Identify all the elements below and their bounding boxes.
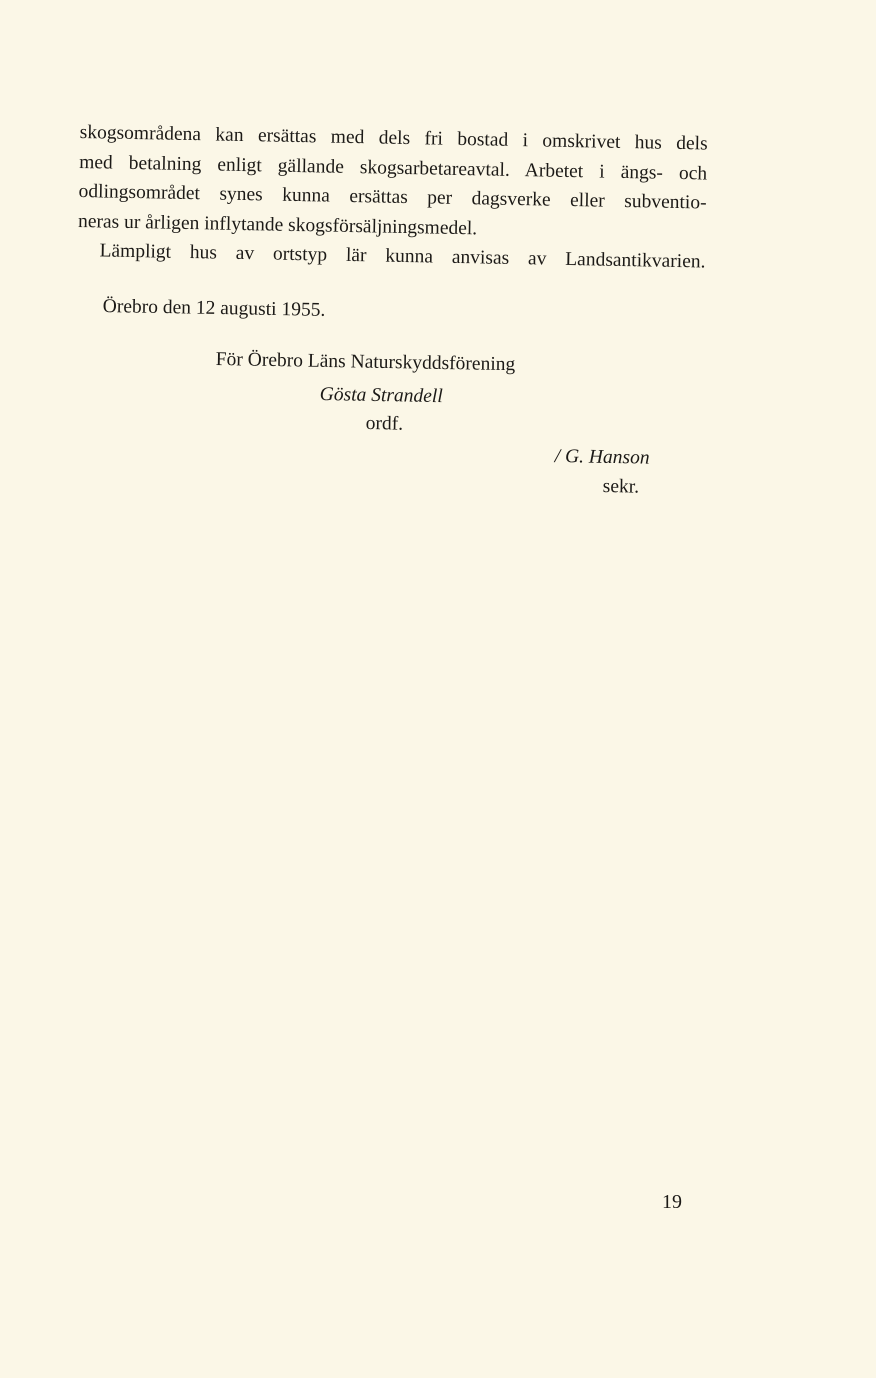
- body-text: [77, 118, 708, 277]
- chair-signature: Gösta Strandell: [319, 383, 443, 408]
- body-line: skogsområdena kan ersättas med dels fri bostad i omskrivet hus dels: [79, 121, 708, 155]
- body-line: odlingsområdet synes kunna ersättas per dagsverke eller subventio-: [78, 180, 707, 214]
- dateline: Örebro den 12 augusti 1955.: [102, 295, 326, 321]
- body-line: neras ur årligen inflytande skogsförsäljningsmedel.: [77, 210, 478, 239]
- secretary-signature: / G. Hanson: [554, 445, 650, 469]
- body-line: Lämpligt hus av ortstyp lär kunna anvisas av Landsantikvarien.: [99, 240, 706, 273]
- chair-title: ordf.: [365, 412, 404, 435]
- page-number: 19: [662, 1191, 682, 1213]
- organization-name: För Örebro Läns Naturskyddsförening: [215, 348, 516, 376]
- secretary-title: sekr.: [602, 475, 640, 498]
- body-line: med betalning enligt gällande skogsarbetareavtal. Arbetet i ängs- och: [79, 151, 708, 184]
